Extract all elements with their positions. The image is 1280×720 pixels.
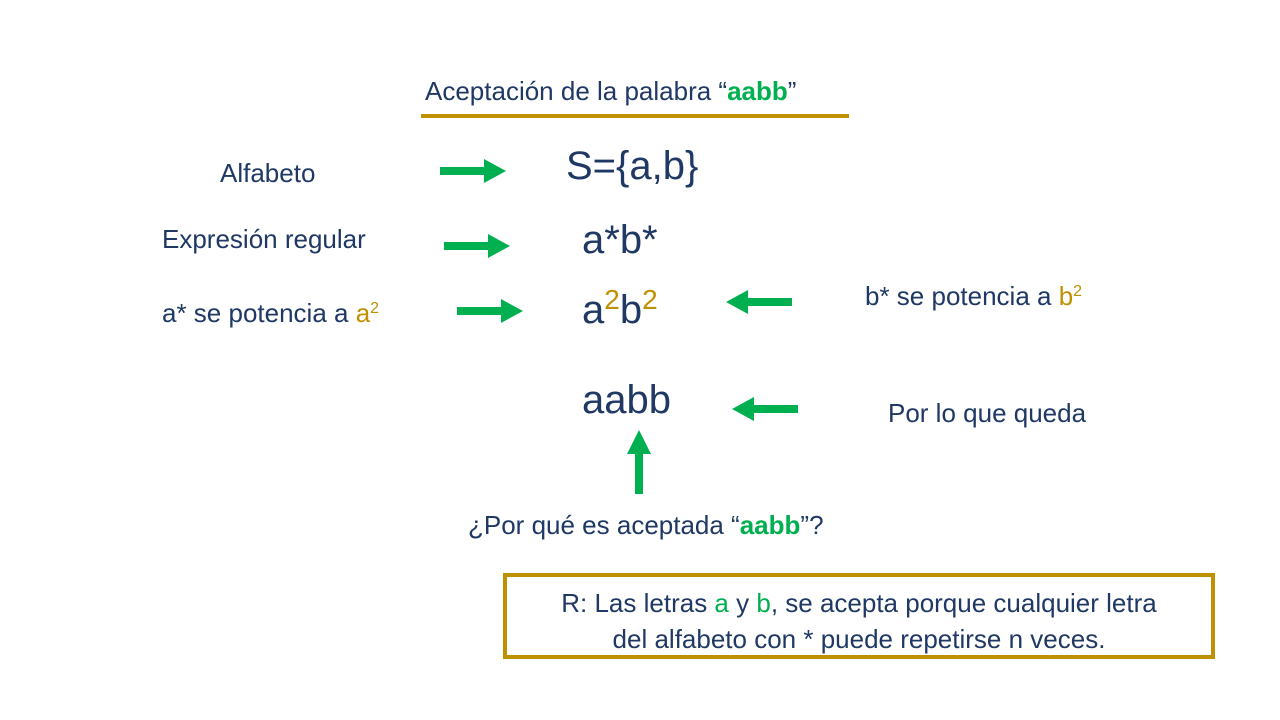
arrow-right-icon	[444, 233, 510, 259]
power-a-base: a	[355, 298, 371, 328]
power-b-base: b	[1058, 281, 1074, 311]
regex-label: Expresión regular	[162, 224, 366, 254]
title-suffix: ”	[787, 76, 797, 106]
page-title	[425, 76, 796, 107]
power-formula-b: b	[619, 288, 643, 332]
answer-letter-a: a	[714, 588, 729, 618]
arrow-up-icon	[626, 430, 652, 494]
arrow-left-icon	[726, 289, 792, 315]
power-formula-exp-a: 2	[604, 284, 620, 315]
arrow-right-icon	[440, 158, 506, 184]
alphabet-formula: S={a,b}	[566, 144, 699, 188]
answer-suffix: , se acepta porque cualquier letra	[770, 588, 1157, 618]
question-prefix: ¿Por qué es aceptada “	[468, 510, 740, 540]
alphabet-label: Alfabeto	[220, 158, 316, 188]
question-suffix: ”?	[800, 510, 824, 540]
answer-prefix: R: Las letras	[561, 588, 715, 618]
question-text	[468, 510, 824, 541]
arrow-left-icon	[732, 396, 798, 422]
power-a-label	[162, 298, 379, 329]
answer-box	[503, 573, 1215, 659]
title-underline	[421, 114, 849, 118]
power-b-exp: 2	[1073, 283, 1083, 300]
answer-line-1	[507, 585, 1211, 621]
answer-letter-b: b	[756, 588, 771, 618]
arrow-right-icon	[457, 298, 523, 324]
result-label: Por lo que queda	[888, 398, 1087, 428]
answer-line-2: del alfabeto con * puede repetirse n veces.	[612, 624, 1106, 654]
power-a-exp: 2	[370, 300, 380, 317]
power-formula-exp-b: 2	[642, 284, 658, 315]
title-word: aabb	[727, 76, 788, 106]
answer-middle: y	[728, 588, 757, 618]
power-b-label	[865, 281, 1082, 312]
power-b-label-text: b* se potencia a	[865, 281, 1059, 311]
question-word: aabb	[739, 510, 801, 540]
result-formula: aabb	[582, 378, 671, 422]
power-formula-a: a	[582, 288, 605, 332]
power-a-label-text: a* se potencia a	[162, 298, 356, 328]
power-formula	[582, 284, 658, 333]
title-prefix: Aceptación de la palabra “	[425, 76, 728, 106]
regex-formula: a*b*	[582, 218, 658, 262]
